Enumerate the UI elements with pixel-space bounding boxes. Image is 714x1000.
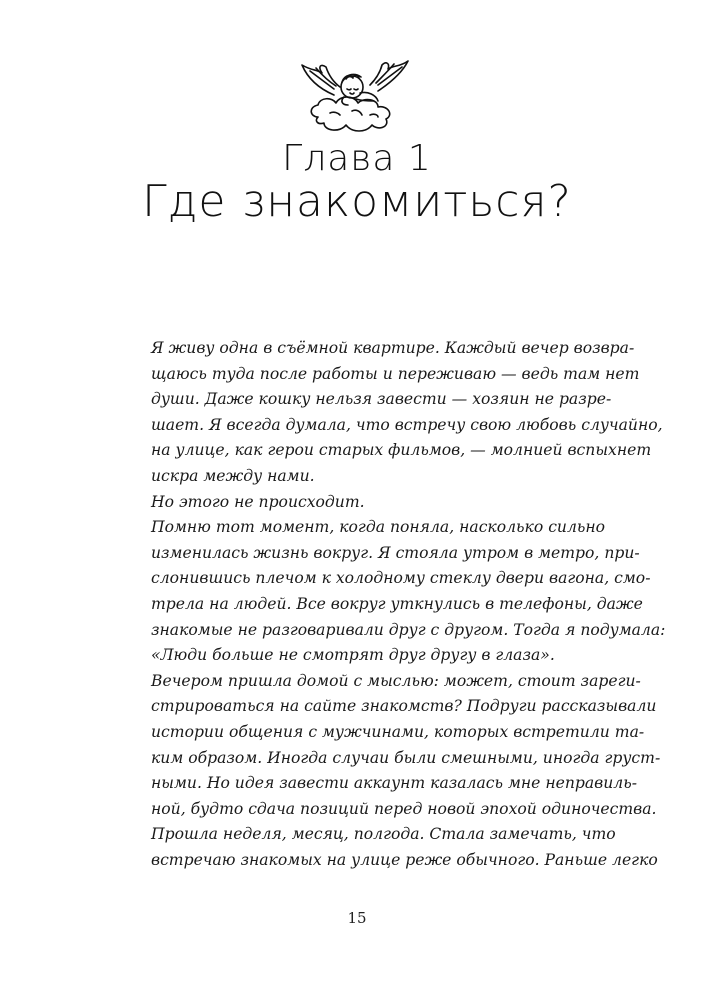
paragraph [117, 515, 666, 669]
text-line: ким образом. Иногда случаи были смешными, иногда груст- [151, 748, 661, 767]
text-line: «Люди больше не смотрят друг другу в глаза». [151, 646, 555, 665]
text-line: трела на людей. Все вокруг уткнулись в телефоны, даже [151, 594, 643, 613]
text-line: Прошла неделя, месяц, полгода. Стала замечать, что [151, 825, 616, 844]
page-number: 15 [347, 909, 367, 927]
text-line: слонившись плечом к холодному стеклу двери вагона, смо- [151, 569, 651, 588]
text-line: души. Даже кошку нельзя завести — хозяин не разре- [151, 390, 612, 409]
paragraph [117, 822, 658, 873]
text-line: стрироваться на сайте знакомств? Подруги рассказывали [151, 697, 657, 716]
chapter-label: Глава 1 [282, 138, 432, 179]
text-line: на улице, как герои старых фильмов, — молнией вспыхнет [151, 441, 652, 460]
text-line: щаюсь туда после работы и переживаю — ведь там нет [151, 364, 640, 383]
paragraph [117, 669, 661, 823]
cupid-on-cloud-icon [290, 55, 426, 137]
paragraph [117, 336, 663, 490]
text-line: Вечером пришла домой с мыслью: может, стоит зареги- [151, 671, 641, 690]
text-line: встречаю знакомых на улице реже обычного. Раньше легко [151, 850, 658, 869]
text-line: Я живу одна в съёмной квартире. Каждый вечер возвра- [151, 339, 635, 357]
paragraph [117, 490, 605, 516]
text-line: истории общения с мужчинами, которых встретили та- [151, 722, 645, 741]
text-line: ными. Но идея завести аккаунт казалась мне неправиль- [151, 774, 637, 793]
text-line: шает. Я всегда думала, что встречу свою любовь случайно, [151, 415, 663, 434]
chapter-title: Где знакомиться? [142, 176, 572, 227]
text-line: Помню тот момент, когда поняла, насколько сильно [151, 518, 606, 537]
text-line: ной, будто сдача позиций перед новой эпохой одиночества. [151, 799, 657, 818]
text-line: искра между нами. [151, 466, 315, 485]
body-text [117, 336, 666, 873]
text-line: Но этого не происходит. [151, 492, 365, 511]
text-line: знакомые не разговаривали друг с другом. Тогда я подумала: [151, 620, 666, 639]
text-line: изменилась жизнь вокруг. Я стояла утром в метро, при- [151, 543, 640, 562]
